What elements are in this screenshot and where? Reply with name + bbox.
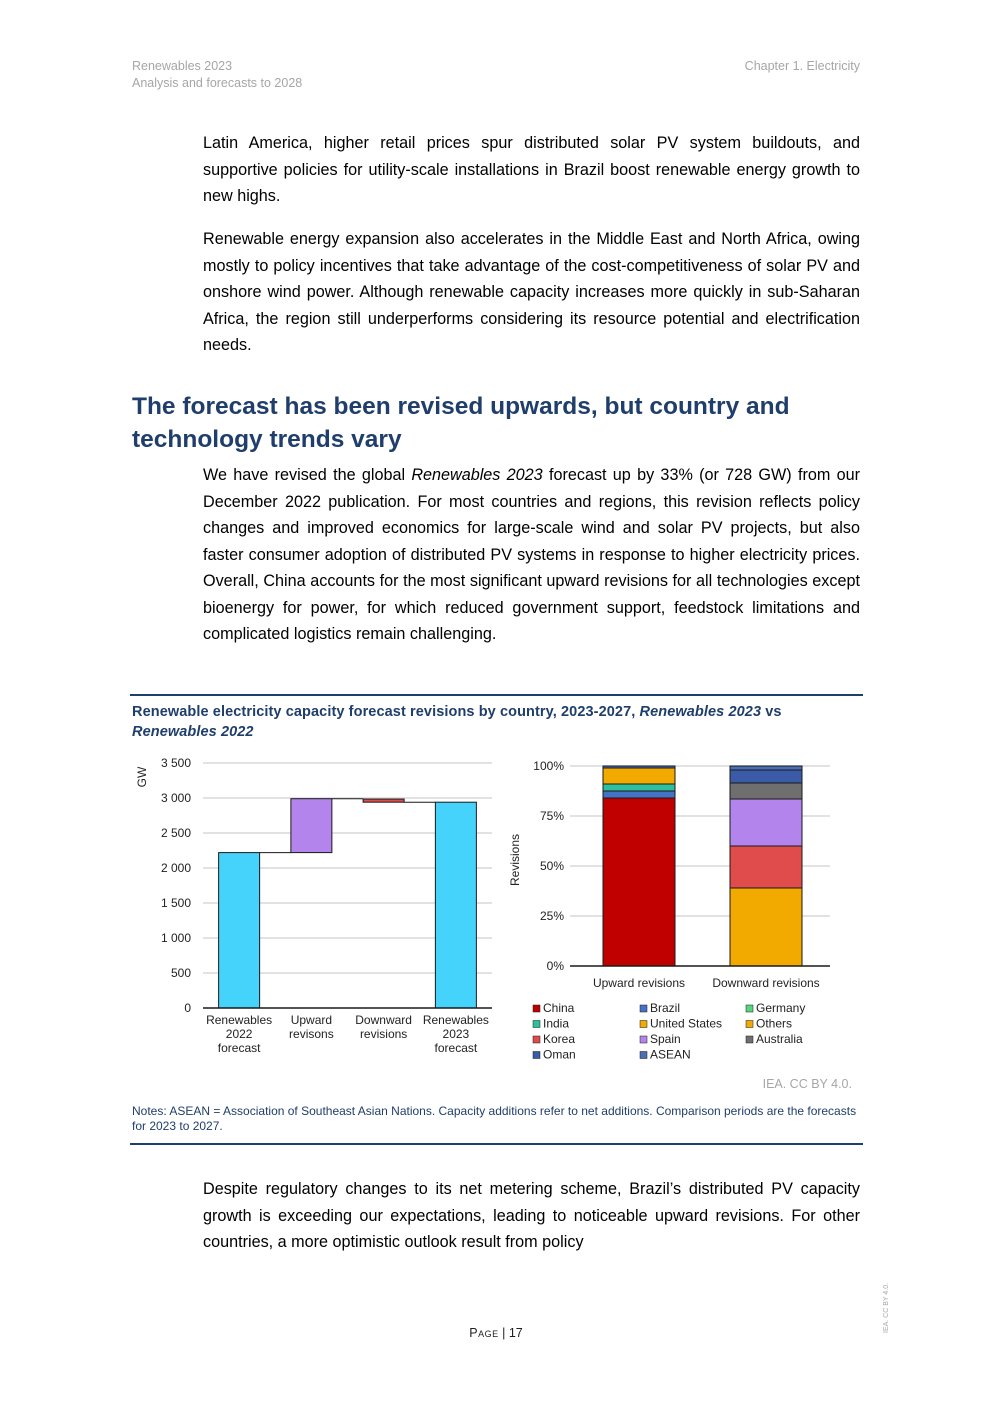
y-tick-label: 0%	[546, 959, 564, 973]
legend-swatch	[533, 1052, 540, 1059]
stacked-segment	[730, 888, 802, 966]
legend-label: ASEAN	[650, 1047, 691, 1062]
waterfall-bar	[435, 802, 476, 1008]
y-axis-label: Revisions	[508, 833, 522, 887]
y-tick-label: 0	[184, 1001, 191, 1015]
legend-swatch	[533, 1036, 540, 1043]
x-tick-label: Downward revisions	[712, 976, 820, 990]
legend-label: Others	[756, 1016, 793, 1031]
figure-notes: Notes: ASEAN = Association of Southeast Asian Nations. Capacity additions refer to net additions. Comparison periods are the forecasts for 2023 to 2027.	[132, 1104, 857, 1133]
legend-swatch	[746, 1021, 753, 1028]
legend-label: China	[543, 1001, 575, 1015]
side-credit-text: IEA. CC BY 4.0.	[883, 1282, 890, 1333]
legend-label: Spain	[650, 1032, 681, 1046]
waterfall-chart	[130, 752, 500, 1062]
y-tick-label: 2 000	[160, 861, 191, 875]
figure-credit: IEA. CC BY 4.0.	[762, 1077, 852, 1091]
stacked-segment	[730, 799, 802, 846]
legend-swatch	[640, 1021, 647, 1028]
stacked-segment	[730, 846, 802, 888]
stacked-segment	[603, 791, 675, 798]
y-tick-label: 1 500	[160, 896, 191, 910]
legend-swatch	[533, 1005, 540, 1012]
y-axis-label: GW	[135, 766, 149, 788]
publication-name: Renewables 2023	[411, 466, 543, 484]
x-tick-label: 2023	[442, 1027, 470, 1041]
legend-label: Australia	[756, 1032, 803, 1046]
x-tick-label: Renewables	[206, 1013, 273, 1027]
legend-swatch	[533, 1021, 540, 1028]
legend-label: Korea	[543, 1032, 576, 1046]
waterfall-bar	[219, 853, 260, 1008]
legend-swatch	[746, 1036, 753, 1043]
waterfall-bar	[363, 799, 404, 802]
stacked-segment	[730, 766, 802, 770]
x-tick-label: Downward	[355, 1013, 412, 1027]
page-label: Page	[469, 1326, 499, 1340]
legend-swatch	[640, 1036, 647, 1043]
chapter-label: Chapter 1. Electricity	[744, 59, 860, 73]
stacked-segment	[603, 798, 675, 966]
figure-bottom-rule	[130, 1143, 863, 1145]
stacked-segment	[603, 784, 675, 791]
x-tick-label: forecast	[217, 1041, 261, 1055]
paragraph-forecast-revision: We have revised the global Renewables 2023 forecast up by 33% (or 728 GW) from our December 2022 publication. For most countries and regions, this revision reflects policy changes and improved economics for large-scale wind and solar PV projects, but also faster consumer adoption of distributed PV systems in response to higher electricity prices. Overall, China accounts for the most significant upward revisions for all technologies except bioenergy for power, for which reduced government support, feedstock limitations and complicated logistics remain challenging.	[203, 466, 860, 643]
section-heading: The forecast has been revised upwards, but country and technology trends vary	[132, 393, 790, 453]
x-tick-label: Upward	[290, 1013, 333, 1027]
page-number: 17	[508, 1326, 523, 1340]
y-tick-label: 1 000	[160, 931, 191, 945]
x-tick-label: revisons	[289, 1027, 334, 1041]
report-title: Renewables 2023	[132, 59, 233, 73]
y-tick-label: 50%	[539, 859, 564, 873]
x-tick-label: 2022	[225, 1027, 253, 1041]
y-tick-label: 500	[170, 966, 191, 980]
y-tick-label: 25%	[539, 909, 564, 923]
stacked-segment	[730, 783, 802, 799]
figure-top-rule	[130, 694, 863, 696]
paragraph-brazil: Despite regulatory changes to its net metering scheme, Brazil’s distributed PV capacity growth is exceeding our expectations, leading to noticeable upward revisions. For other countries, a more optimistic outlook result from policy	[203, 1180, 860, 1251]
stacked-segment	[603, 766, 675, 768]
x-tick-label: revisions	[359, 1027, 408, 1041]
legend-swatch	[640, 1052, 647, 1059]
y-tick-label: 2 500	[160, 826, 191, 840]
legend-label: Brazil	[650, 1001, 681, 1015]
y-tick-label: 3 000	[160, 791, 191, 805]
waterfall-bar	[291, 799, 332, 853]
legend-label: India	[543, 1016, 570, 1031]
page-footer: Page | 17	[469, 1326, 523, 1340]
stacked-segment	[730, 770, 802, 783]
paragraph-mena: Renewable energy expansion also accelerates in the Middle East and North Africa, owing mostly to policy incentives that take advantage of the cost-competitiveness of solar PV and onshore wind power. Although renewable capacity increases more quickly in sub-Saharan Africa, the region still underperforms considering its resource potential and electrification needs.	[203, 230, 860, 354]
stacked-revisions-chart	[500, 752, 850, 1072]
y-tick-label: 3 500	[160, 756, 191, 770]
paragraph-latin-america: Latin America, higher retail prices spur distributed solar PV system buildouts, and supportive policies for utility-scale installations in Brazil boost renewable energy growth to new highs.	[203, 134, 860, 205]
figure-title: Renewable electricity capacity forecast revisions by country, 2023-2027, Renewables 2023 vs Renewables 2022	[132, 704, 782, 740]
legend-swatch	[746, 1005, 753, 1012]
y-tick-label: 100%	[533, 759, 564, 773]
legend-label: Germany	[756, 1001, 806, 1015]
legend-swatch	[640, 1005, 647, 1012]
legend-label: United States	[650, 1016, 723, 1031]
report-subtitle: Analysis and forecasts to 2028	[132, 76, 303, 90]
x-tick-label: Renewables	[422, 1013, 489, 1027]
x-tick-label: forecast	[434, 1041, 478, 1055]
y-tick-label: 75%	[539, 809, 564, 823]
legend-label: Oman	[543, 1047, 576, 1062]
running-header-left	[132, 58, 302, 92]
x-tick-label: Upward revisions	[592, 976, 686, 990]
stacked-segment	[603, 768, 675, 784]
